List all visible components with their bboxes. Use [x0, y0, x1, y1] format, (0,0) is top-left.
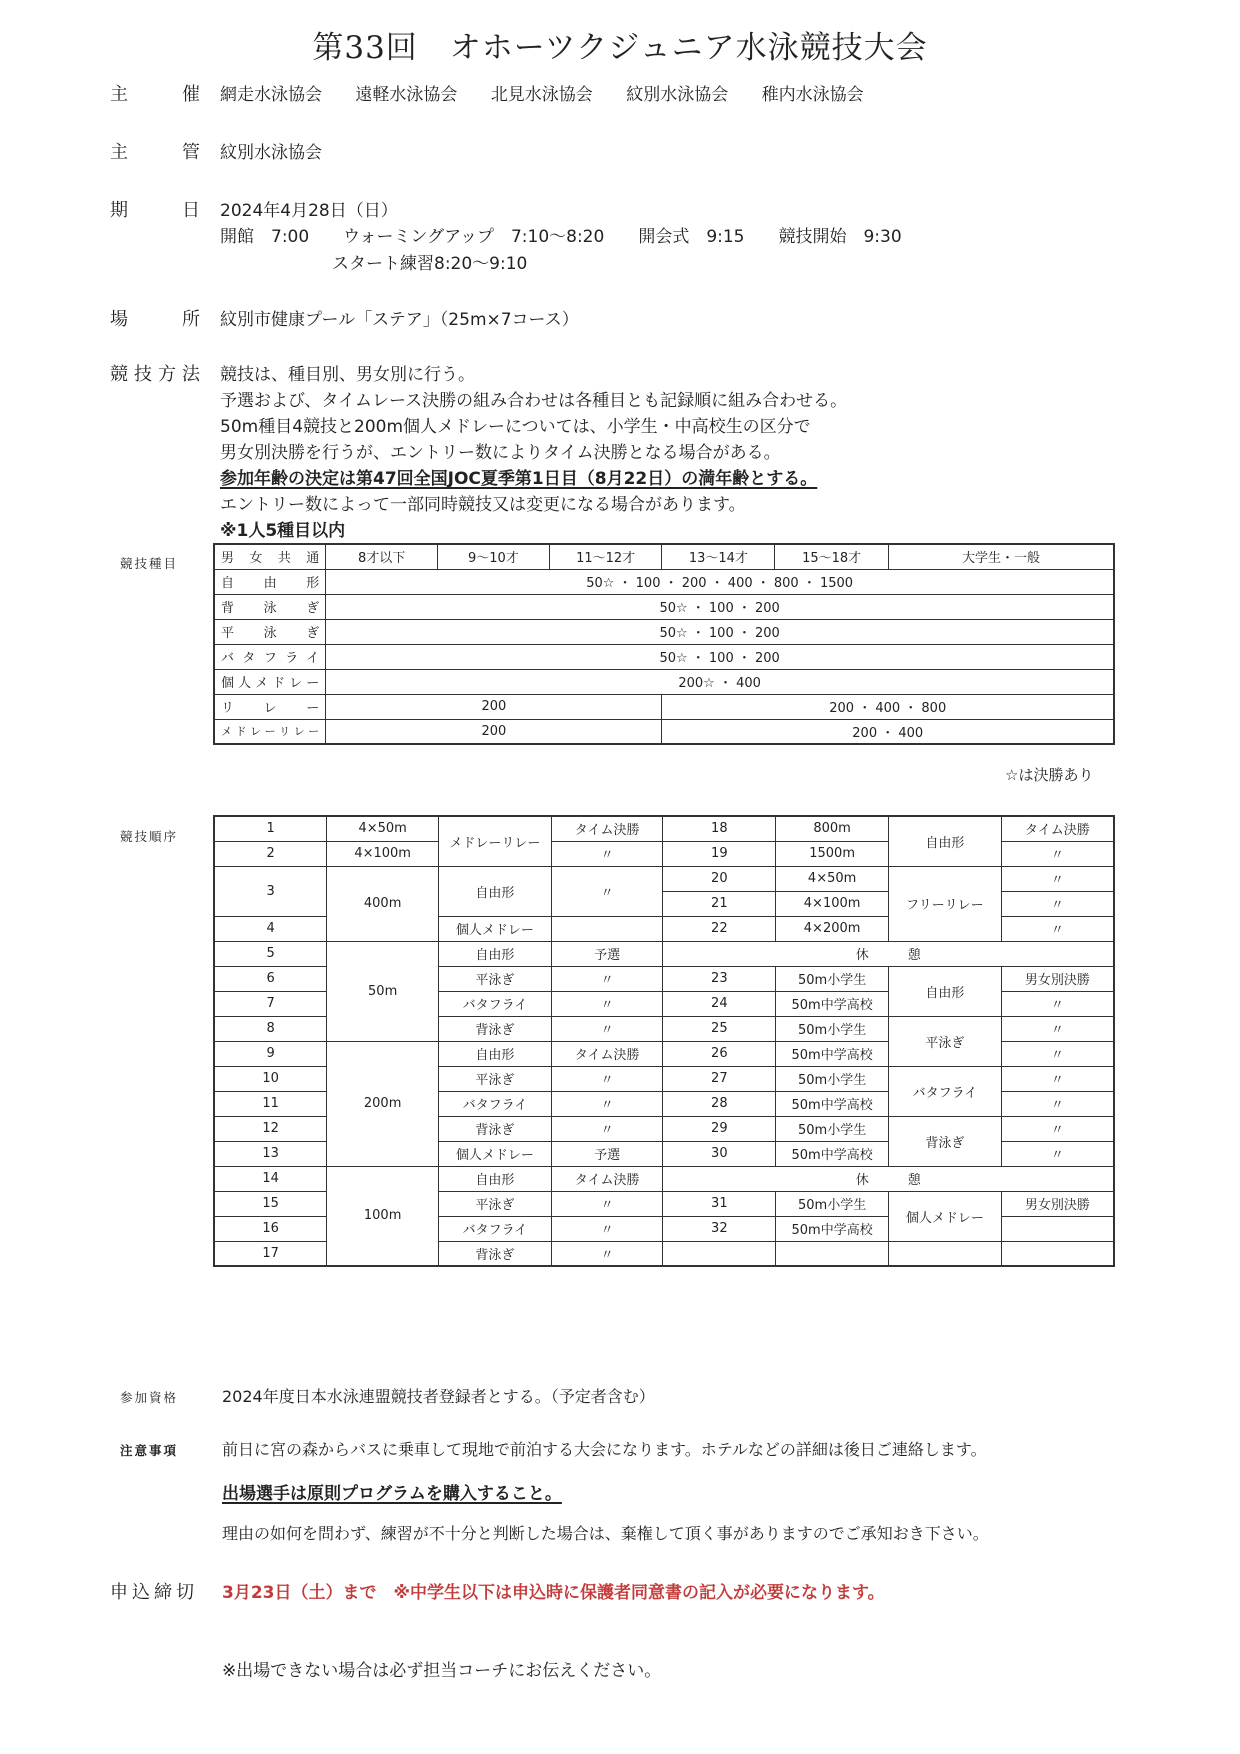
- order-distance: 50m小学生: [776, 1191, 889, 1216]
- order-row: [214, 816, 1114, 841]
- order-stroke: 個人メドレー: [889, 1191, 1002, 1241]
- events-label: 競技種目: [120, 556, 179, 571]
- notes-label: 注意事項: [120, 1443, 179, 1458]
- order-distance: 400m: [327, 866, 439, 941]
- order-number: 22: [663, 916, 776, 941]
- method-line: 予選および、タイムレース決勝の組み合わせは各種目とも記録順に組み合わせる。: [220, 391, 848, 411]
- order-distance: 50m中学高校: [776, 1091, 889, 1116]
- order-break: 休 憩: [663, 941, 1114, 966]
- deadline-label: 申込締切: [110, 1582, 198, 1603]
- order-type: 男女別決勝: [1001, 966, 1114, 991]
- order-distance: 4×100m: [776, 891, 889, 916]
- order-row: [214, 1166, 1114, 1191]
- events-row: [214, 619, 1114, 644]
- host-item: 北見水泳協会: [490, 85, 593, 105]
- order-number: 4: [214, 916, 327, 941]
- order-number: 20: [663, 866, 776, 891]
- order-type: 〃: [551, 991, 663, 1016]
- order-stroke: [889, 1241, 1002, 1266]
- host-item: 紋別水泳協会: [626, 85, 729, 105]
- order-type: 〃: [551, 1241, 663, 1266]
- order-stroke: 平泳ぎ: [439, 1066, 552, 1091]
- order-distance: 50m中学高校: [776, 1041, 889, 1066]
- order-row: [214, 866, 1114, 891]
- events-header-cell: 9～10才: [437, 544, 549, 569]
- order-stroke: 背泳ぎ: [439, 1016, 552, 1041]
- order-stroke: フリーリレー: [889, 866, 1002, 941]
- order-stroke: 自由形: [439, 1166, 552, 1191]
- host-item: 遠軽水泳協会: [355, 85, 458, 105]
- order-type: 〃: [551, 1191, 663, 1216]
- order-type: 〃: [1001, 866, 1114, 891]
- events-relay-old: 200 ・ 400 ・ 800: [662, 694, 1114, 719]
- order-number: 32: [663, 1216, 776, 1241]
- order-number: 29: [663, 1116, 776, 1141]
- eligibility-text: 2024年度日本水泳連盟競技者登録者とする。（予定者含む）: [222, 1387, 655, 1406]
- order-number: 17: [214, 1241, 327, 1266]
- order-number: 7: [214, 991, 327, 1016]
- order-type: 〃: [1001, 891, 1114, 916]
- host-label: 主 催: [110, 84, 200, 105]
- order-type: タイム決勝: [551, 1041, 663, 1066]
- final-note: ☆は決勝あり: [1005, 766, 1094, 784]
- events-row-value: 50☆ ・ 100 ・ 200: [326, 619, 1114, 644]
- deadline-text: 3月23日（土）まで ※中学生以下は申込時に保護者同意書の記入が必要になります。: [222, 1583, 885, 1603]
- events-row-name: バタフライ: [214, 644, 326, 669]
- events-row: [214, 669, 1114, 694]
- order-number: 26: [663, 1041, 776, 1066]
- order-number: 24: [663, 991, 776, 1016]
- events-row-name: リレー: [214, 694, 326, 719]
- order-type: 〃: [551, 1216, 663, 1241]
- order-number: 9: [214, 1041, 327, 1066]
- events-row: [214, 594, 1114, 619]
- order-type: 〃: [1001, 1141, 1114, 1166]
- order-type: 〃: [551, 841, 663, 866]
- event-limit: ※1人5種目以内: [220, 521, 346, 541]
- order-distance: 4×200m: [776, 916, 889, 941]
- order-distance: 1500m: [776, 841, 889, 866]
- order-number: 19: [663, 841, 776, 866]
- events-row-name: 背泳ぎ: [214, 594, 326, 619]
- order-type: 〃: [551, 1016, 663, 1041]
- order-break: 休 憩: [663, 1166, 1114, 1191]
- order-number: 25: [663, 1016, 776, 1041]
- order-type: [1001, 1216, 1114, 1241]
- order-number: 15: [214, 1191, 327, 1216]
- order-number: 2: [214, 841, 327, 866]
- order-distance: 4×100m: [327, 841, 439, 866]
- order-label: 競技順序: [120, 829, 179, 844]
- order-number: 8: [214, 1016, 327, 1041]
- order-type: 〃: [551, 966, 663, 991]
- manager-label: 主 管: [110, 142, 200, 163]
- order-number: 5: [214, 941, 327, 966]
- date-label: 期 日: [110, 200, 200, 221]
- order-number: 18: [663, 816, 776, 841]
- order-type: 予選: [551, 1141, 663, 1166]
- order-distance: 4×50m: [327, 816, 439, 841]
- events-header-cell: 大学生・一般: [888, 544, 1114, 569]
- order-stroke: 自由形: [439, 1041, 552, 1066]
- order-stroke: 自由形: [889, 966, 1002, 1016]
- order-number: 13: [214, 1141, 327, 1166]
- events-header-cell: 11～12才: [549, 544, 662, 569]
- order-stroke: バタフライ: [439, 1091, 552, 1116]
- method-line: 競技は、種目別、男女別に行う。: [220, 365, 475, 385]
- order-number: 3: [214, 866, 327, 916]
- order-stroke: 自由形: [889, 816, 1002, 866]
- order-distance: 50m: [327, 941, 439, 1041]
- order-distance: 200m: [327, 1041, 439, 1166]
- events-row-name: メドレーリレー: [214, 719, 326, 744]
- age-rule: 参加年齢の決定は第47回全国JOC夏季第1日目（8月22日）の満年齢とする。: [220, 469, 818, 489]
- date-value: 2024年4月28日（日）: [220, 201, 398, 221]
- order-stroke: バタフライ: [439, 1216, 552, 1241]
- schedule-line: スタート練習8:20～9:10: [332, 254, 528, 274]
- notes-program: 出場選手は原則プログラムを購入すること。: [222, 1484, 562, 1504]
- events-row-value: 50☆ ・ 100 ・ 200 ・ 400 ・ 800 ・ 1500: [326, 569, 1114, 594]
- manager-value: 紋別水泳協会: [220, 143, 322, 163]
- order-type: 予選: [551, 941, 663, 966]
- order-number: 14: [214, 1166, 327, 1191]
- order-type: 〃: [1001, 916, 1114, 941]
- order-number: 11: [214, 1091, 327, 1116]
- order-distance: 50m中学高校: [776, 1141, 889, 1166]
- events-header-cell: 8才以下: [326, 544, 438, 569]
- order-number: 31: [663, 1191, 776, 1216]
- method-label: 競技方法: [110, 364, 206, 385]
- eligibility-label: 参加資格: [120, 1390, 179, 1405]
- venue-label: 場 所: [110, 309, 200, 330]
- events-row-name: 自由形: [214, 569, 326, 594]
- events-relay-row: [214, 694, 1114, 719]
- order-number: 10: [214, 1066, 327, 1091]
- order-number: 16: [214, 1216, 327, 1241]
- order-stroke: バタフライ: [439, 991, 552, 1016]
- order-stroke: 自由形: [439, 866, 552, 916]
- order-number: 21: [663, 891, 776, 916]
- order-stroke: 個人メドレー: [439, 1141, 552, 1166]
- order-type: 〃: [551, 866, 663, 916]
- order-row: [214, 941, 1114, 966]
- method-line: 50m種目4競技と200m個人メドレーについては、小学生・中高校生の区分で: [220, 417, 811, 437]
- entry-note: エントリー数によって一部同時競技又は変更になる場合があります。: [220, 495, 746, 515]
- events-row: [214, 644, 1114, 669]
- absence-note: ※出場できない場合は必ず担当コーチにお伝えください。: [222, 1661, 662, 1681]
- order-distance: 50m小学生: [776, 1116, 889, 1141]
- order-stroke: 背泳ぎ: [439, 1116, 552, 1141]
- events-relay-young: 200: [326, 694, 662, 719]
- order-number: 28: [663, 1091, 776, 1116]
- host-item: 稚内水泳協会: [761, 85, 864, 105]
- order-type: 〃: [551, 1116, 663, 1141]
- order-number: 27: [663, 1066, 776, 1091]
- order-number: 23: [663, 966, 776, 991]
- host-list: [220, 80, 892, 105]
- order-number: 12: [214, 1116, 327, 1141]
- events-relay-row: [214, 719, 1114, 744]
- order-stroke: 平泳ぎ: [439, 1191, 552, 1216]
- page-title: 第33回 オホーツクジュニア水泳競技大会: [312, 30, 928, 66]
- order-distance: 50m小学生: [776, 966, 889, 991]
- order-number: 1: [214, 816, 327, 841]
- events-header-cell: 男女共通: [214, 544, 326, 569]
- events-header-cell: 13～14才: [662, 544, 775, 569]
- host-item: 網走水泳協会: [220, 85, 322, 105]
- events-row: [214, 569, 1114, 594]
- order-distance: 50m小学生: [776, 1016, 889, 1041]
- order-type: 〃: [1001, 1016, 1114, 1041]
- order-distance: 50m中学高校: [776, 1216, 889, 1241]
- order-stroke: 背泳ぎ: [439, 1241, 552, 1266]
- order-distance: 100m: [327, 1166, 439, 1266]
- venue-value: 紋別市健康プール「ステア」（25m×7コース）: [220, 310, 579, 330]
- events-relay-old: 200 ・ 400: [662, 719, 1114, 744]
- order-distance: 50m小学生: [776, 1066, 889, 1091]
- order-type: タイム決勝: [551, 816, 663, 841]
- order-type: 〃: [1001, 1116, 1114, 1141]
- order-type: タイム決勝: [551, 1166, 663, 1191]
- order-stroke: 平泳ぎ: [439, 966, 552, 991]
- order-type: 〃: [1001, 1066, 1114, 1091]
- order-number: [663, 1241, 776, 1266]
- events-relay-young: 200: [326, 719, 662, 744]
- order-type: 〃: [1001, 1041, 1114, 1066]
- schedule-line: 開館 7:00 ウォーミングアップ 7:10～8:20 開会式 9:15 競技開始 9:30: [220, 227, 902, 247]
- events-header-row: [214, 544, 1114, 569]
- order-type: 〃: [1001, 841, 1114, 866]
- method-line: 男女別決勝を行うが、エントリー数によりタイム決勝となる場合がある。: [220, 443, 781, 463]
- order-table: [213, 815, 1115, 1267]
- order-stroke: 平泳ぎ: [889, 1016, 1002, 1066]
- order-type: タイム決勝: [1001, 816, 1114, 841]
- order-stroke: 個人メドレー: [439, 916, 552, 941]
- order-stroke: 自由形: [439, 941, 552, 966]
- order-type: 〃: [1001, 1091, 1114, 1116]
- order-distance: 800m: [776, 816, 889, 841]
- order-stroke: 背泳ぎ: [889, 1116, 1002, 1166]
- order-type: 男女別決勝: [1001, 1191, 1114, 1216]
- events-row-value: 50☆ ・ 100 ・ 200: [326, 644, 1114, 669]
- events-row-value: 50☆ ・ 100 ・ 200: [326, 594, 1114, 619]
- order-distance: [776, 1241, 889, 1266]
- order-stroke: メドレーリレー: [439, 816, 552, 866]
- order-type: 〃: [551, 1066, 663, 1091]
- order-distance: 4×50m: [776, 866, 889, 891]
- order-number: 6: [214, 966, 327, 991]
- order-type: [1001, 1241, 1114, 1266]
- notes-line: 前日に宮の森からバスに乗車して現地で前泊する大会になります。ホテルなどの詳細は後日ご連絡します。: [222, 1440, 987, 1459]
- events-row-name: 個人メドレー: [214, 669, 326, 694]
- events-header-cell: 15～18才: [775, 544, 889, 569]
- order-type: 〃: [551, 1091, 663, 1116]
- order-type: [551, 916, 663, 941]
- order-number: 30: [663, 1141, 776, 1166]
- events-table: [213, 543, 1115, 745]
- order-stroke: バタフライ: [889, 1066, 1002, 1116]
- order-distance: 50m中学高校: [776, 991, 889, 1016]
- events-row-value: 200☆ ・ 400: [326, 669, 1114, 694]
- events-row-name: 平泳ぎ: [214, 619, 326, 644]
- order-type: 〃: [1001, 991, 1114, 1016]
- notes-line: 理由の如何を問わず、練習が不十分と判断した場合は、棄権して頂く事がありますのでご承知おき下さい。: [222, 1524, 989, 1543]
